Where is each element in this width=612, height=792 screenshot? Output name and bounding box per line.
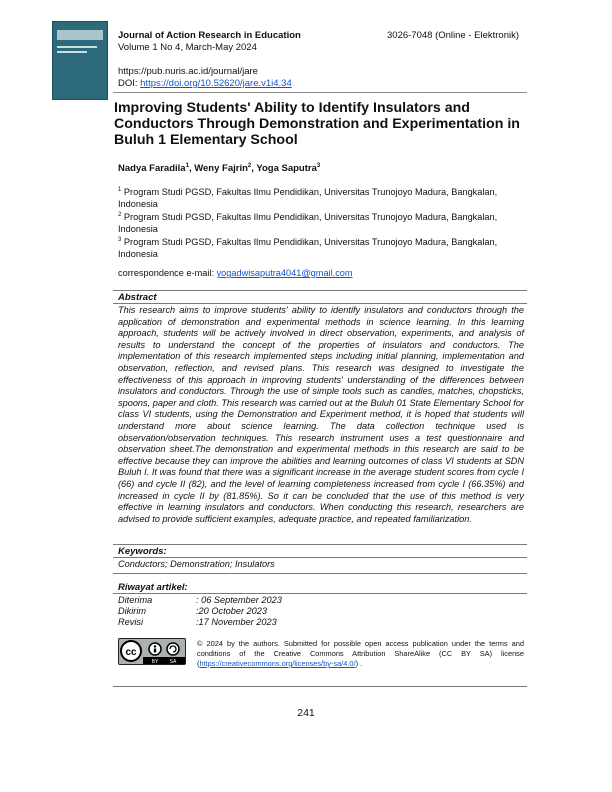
author-sup: 3 bbox=[316, 163, 321, 169]
history-label: Dikirim bbox=[118, 606, 147, 616]
history-row bbox=[118, 595, 282, 605]
history-label: Revisi bbox=[118, 617, 144, 627]
doi-label: DOI: bbox=[118, 78, 141, 89]
cc-by-text: BY bbox=[151, 659, 159, 664]
history-heading: Riwayat artikel: bbox=[118, 582, 188, 593]
cc-license-icon bbox=[119, 639, 185, 664]
paper-title: Improving Students' Ability to Identify Insulators and Conductors Through Demonstration and Experimentation in Buluh 1 Elementary School bbox=[114, 100, 520, 148]
history-divider bbox=[113, 593, 527, 594]
keywords-text: Conductors; Demonstration; Insulators bbox=[118, 559, 275, 569]
history-row bbox=[118, 617, 277, 627]
doi bbox=[118, 78, 292, 89]
volume-info: Volume 1 No 4, March-May 2024 bbox=[118, 42, 257, 53]
affiliation-item: $^1$ Program Studi PGSD, Fakultas Ilmu Pendidikan, Universitas Trunojoyo Madura, Bangkalan, Indonesia bbox=[118, 187, 498, 209]
keywords-divider bbox=[113, 557, 527, 558]
affiliation-item: $^3$ Program Studi PGSD, Fakultas Ilmu Pendidikan, Universitas Trunojoyo Madura, Bangkalan, Indonesia bbox=[118, 237, 498, 259]
issn: 3026-7048 (Online - Elektronik) bbox=[387, 30, 520, 41]
history-value: :20 October 2023 bbox=[196, 606, 267, 616]
svg-text:cc: cc bbox=[125, 647, 137, 658]
correspondence-email-link[interactable]: yogadwisaputra4041@gmail.com bbox=[216, 268, 353, 278]
license-link[interactable]: https://creativecommons.org/licenses/by-sa/4.0/ bbox=[199, 659, 356, 668]
author-name: Yoga Saputra bbox=[256, 163, 317, 175]
header-divider bbox=[113, 92, 527, 93]
abstract-divider bbox=[113, 303, 527, 304]
author-sup: 1 bbox=[185, 163, 189, 169]
author-sup: 2 bbox=[247, 163, 252, 169]
history-label: Diterima bbox=[118, 595, 153, 605]
license-body: © 2024 by the authors. Submitted for possible open access publication under the terms and conditions of the Creative Commons Attribution ShareAlike (CC BY SA) license ( bbox=[197, 639, 524, 668]
abstract-text: This research aims to improve students' ability to identify insulators and conductors through the application of demonstration and experimental methods in science learning. In this learning approach, students will be actively involved in direct observation, experiments, and analysis of results to understand the concept of the properties of insulators and conductors. The implementation of this research implemented steps including initial planning, implementation and observation, reflection, and revised plans. This research was designed to investigate the effectiveness of this approach in improving students' understanding of the differences between insulators and conductors. Through the use of simple tools such as candles, matches, chopsticks, spoons, paper and cloth. This research was carried out at the Buluh 01 State Elementary School for class VI students, using the Demonstration and Experiment method, it is hoped that students will understand more about science learning. The data collection technique used is observation/observation techniques. This research instrument uses a test questionnaire and observation sheet.The demonstration and experimental methods in this research are said to be effective because they can improve the abilities and learning outcomes of class VI students at SDN Buluh I. It was found that there was a significant increase in the average student scores from cycle I (66) and cycle II (82), and the level of learning completeness increased from cycle I (66.35%) and increased in cycle II by (81.85%). So it can be concluded that the use of this method is very effective in learning insulators and conductors. When conducting this research, researchers are advised to provide sufficient examples, adequate practice, and repeated familiarization. bbox=[118, 305, 524, 524]
cc-sa-text: SA bbox=[169, 659, 177, 664]
affiliation-item: $^2$ Program Studi PGSD, Fakultas Ilmu Pendidikan, Universitas Trunojoyo Madura, Bangkalan, Indonesia bbox=[118, 212, 498, 234]
affiliations bbox=[118, 185, 530, 260]
journal-cover-image bbox=[52, 21, 108, 100]
license-tail: ) . bbox=[355, 659, 363, 668]
keywords-bottom-divider bbox=[113, 573, 527, 574]
correspondence-label: correspondence e-mail: bbox=[118, 268, 217, 278]
doi-link[interactable]: https://doi.org/10.52620/jare.v1i4.34 bbox=[140, 78, 292, 89]
history-row bbox=[118, 606, 267, 616]
author-name: Nadya Faradila bbox=[118, 163, 186, 175]
abstract-heading: Abstract bbox=[118, 292, 157, 303]
footer-divider bbox=[113, 686, 527, 687]
author-name: Weny Fajrin bbox=[194, 163, 248, 175]
license-text bbox=[197, 639, 524, 669]
history-value: : 06 September 2023 bbox=[196, 595, 282, 605]
author-list: Nadya Faradila$^1$, Weny Fajrin$^2$, Yoga Saputra$^3$ bbox=[118, 163, 321, 175]
journal-url[interactable]: https://pub.nuris.ac.id/journal/jare bbox=[118, 66, 258, 77]
journal-name: Journal of Action Research in Education bbox=[118, 30, 301, 41]
history-value: :17 November 2023 bbox=[196, 617, 277, 627]
keywords-heading: Keywords: bbox=[118, 546, 167, 557]
page-number: 241 bbox=[297, 707, 315, 719]
correspondence bbox=[118, 268, 353, 278]
cc-by-sa-badge bbox=[118, 638, 186, 665]
